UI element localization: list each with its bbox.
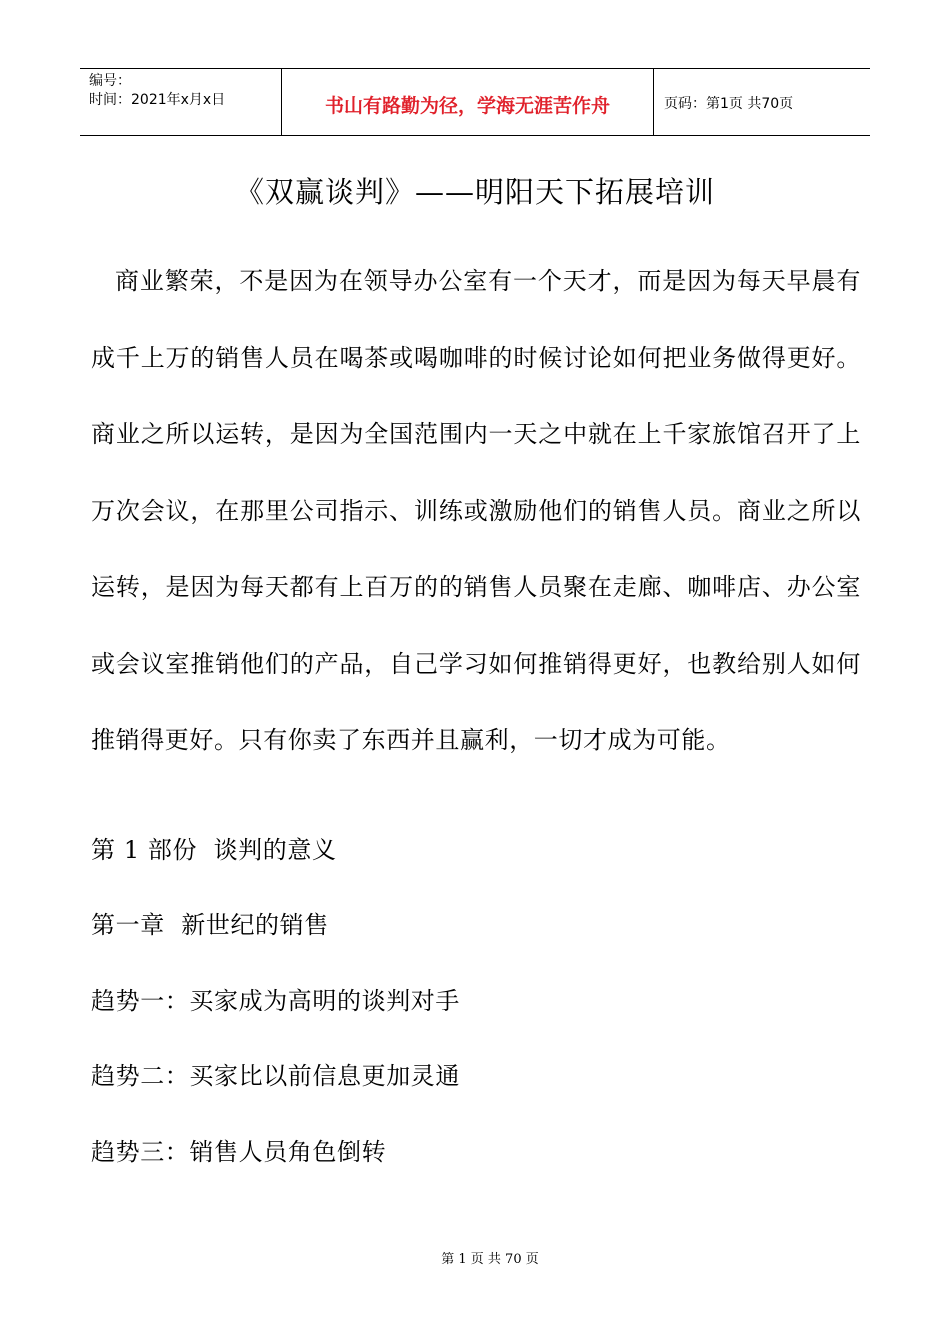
trend-item: 趋势一：买家成为高明的谈判对手 (91, 987, 460, 1015)
section-heading: 第 1 部份 谈判的意义 (91, 836, 337, 864)
date-label: 时间：2021年x月x日 (89, 92, 226, 108)
header-motto: 书山有路勤为径，学海无涯苦作舟 (281, 69, 654, 135)
document-title: 《双赢谈判》——明阳天下拓展培训 (234, 175, 715, 209)
intro-paragraph: 商业繁荣，不是因为在领导办公室有一个天才，而是因为每天早晨有成千上万的销售人员在喝茶或喝咖啡的时候讨论如何把业务做得更好。商业之所以运转，是因为全国范围内一天之中就在上千家旅馆召开了上万次会议，在那里公司指示、训练或激励他们的销售人员。商业之所以运转，是因为每天都有上百万的的销售人员聚在走廊、咖啡店、办公室或会议室推销他们的产品，自己学习如何推销得更好，也教给别人如何推销得更好。只有你卖了东西并且赢利，一切才成为可能。 (91, 267, 861, 754)
header-page-code: 页码：第1页 共70页 (664, 96, 794, 112)
page-footer: 第 1 页 共 70 页 (441, 1252, 539, 1267)
chapter-heading: 第一章 新世纪的销售 (91, 911, 329, 939)
number-label: 编号： (89, 73, 131, 89)
header-meta (80, 69, 281, 135)
trend-item: 趋势三：销售人员角色倒转 (91, 1138, 387, 1166)
trend-item: 趋势二：买家比以前信息更加灵通 (91, 1062, 460, 1090)
page-header (80, 68, 870, 136)
